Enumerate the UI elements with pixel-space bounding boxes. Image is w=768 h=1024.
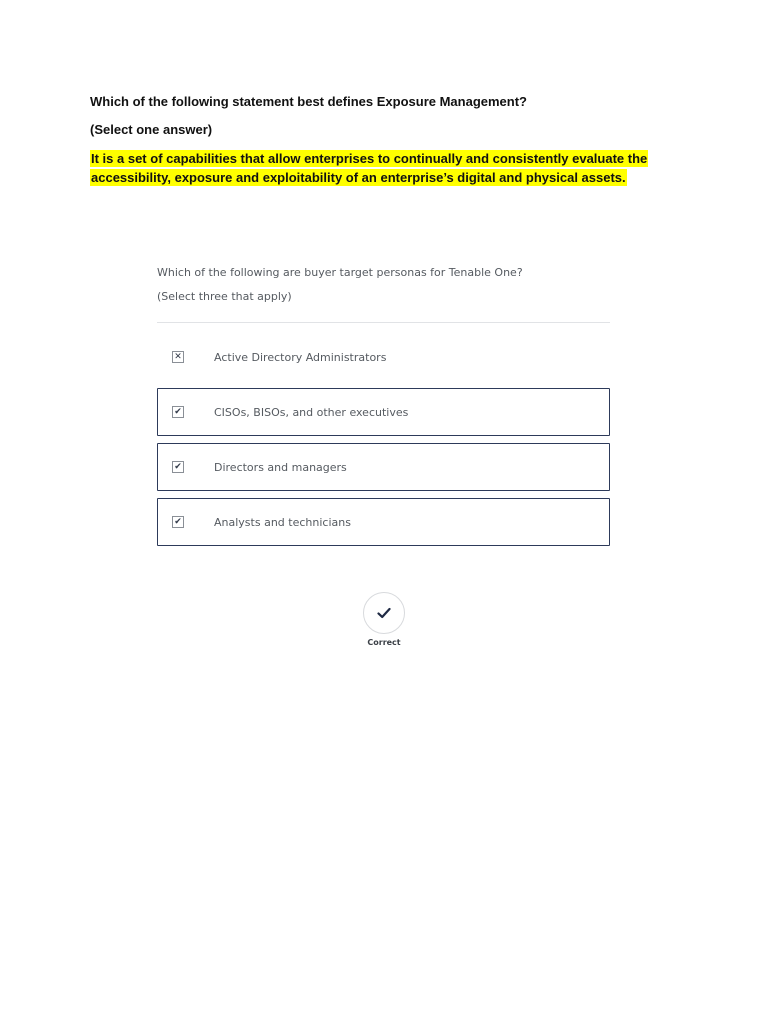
highlighted-answer: It is a set of capabilities that allow enterprises to continually and consistently evaluate the accessibility, exposure and exploitability of an enterprise’s digital and physical assets. xyxy=(91,151,648,185)
option-directors-and-managers[interactable] xyxy=(157,443,610,491)
checkmark-icon[interactable]: ✔ xyxy=(172,461,184,473)
option-analysts-and-technicians[interactable] xyxy=(157,498,610,546)
checkmark-icon[interactable]: ✔ xyxy=(172,406,184,418)
checkmark-icon[interactable]: ✔ xyxy=(172,516,184,528)
option-cisos-bisos-executives[interactable] xyxy=(157,388,610,436)
result-circle xyxy=(363,592,405,634)
option-label: CISOs, BISOs, and other executives xyxy=(214,405,409,419)
checkmark-icon xyxy=(376,605,392,621)
result-indicator xyxy=(363,592,405,647)
question-1-answer xyxy=(90,149,690,187)
option-active-directory-administrators[interactable] xyxy=(157,333,610,381)
question-2-text: Which of the following are buyer target personas for Tenable One? xyxy=(157,266,523,279)
option-label: Analysts and technicians xyxy=(214,515,351,529)
question-2-instruction: (Select three that apply) xyxy=(157,290,292,303)
question-1-instruction: (Select one answer) xyxy=(90,122,213,137)
question-1 xyxy=(90,93,690,187)
option-label: Active Directory Administrators xyxy=(214,350,387,364)
options-list xyxy=(157,333,610,546)
option-label: Directors and managers xyxy=(214,460,347,474)
x-icon[interactable]: ✕ xyxy=(172,351,184,363)
divider xyxy=(157,322,610,323)
question-1-text: Which of the following statement best defines Exposure Management? xyxy=(90,94,527,109)
result-label: Correct xyxy=(367,638,401,647)
question-2-card xyxy=(157,265,610,553)
